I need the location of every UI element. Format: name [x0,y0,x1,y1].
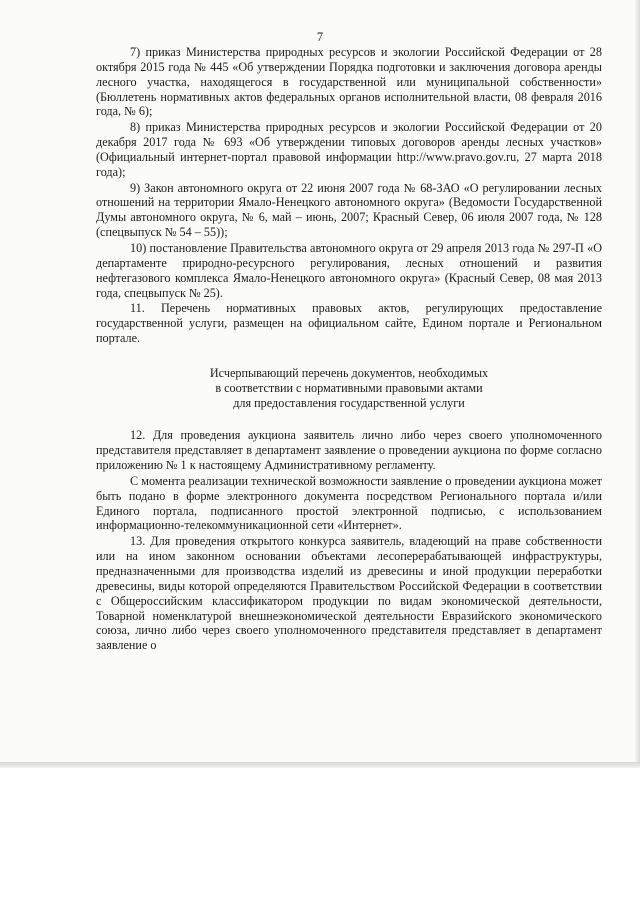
list-item-7: 7) приказ Министерства природных ресурсов и экологии Российской Федерации от 28 октября 2015 года № 445 «Об утверждении Порядка подготовки и заключения договора аренды лесного участка, находящегося в государственной или муниципальной собственности» (Бюллетень нормативных актов федеральных органов исполнительной власти, 08 февраля 2016 года, № 6); [96,45,602,119]
scan-right-edge [635,0,640,768]
list-item-8: 8) приказ Министерства природных ресурсов и экологии Российской Федерации от 20 декабря 2017 года № 693 «Об утверждении типовых договоров аренды лесных участков» (Официальный интернет-портал правовой информации http://www.pravo.gov.ru, 27 марта 2018 года); [96,120,602,179]
section-heading-line-3: для предоставления государственной услуги [233,395,465,410]
list-item-10: 10) постановление Правительства автономного округа от 29 апреля 2013 года № 297-П «О департаменте природно-ресурсного регулирования, лесных отношений и развития нефтегазового комплекса Ямало-Ненецкого автономного округа» (Красный Север, 08 мая 2013 года, спецвыпуск № 25). [96,240,602,300]
page-number: 7 [316,30,324,44]
section-heading-line-1: Исчерпывающий перечень документов, необходимых [209,365,489,380]
document-body [96,45,602,653]
section-heading [96,366,602,411]
scan-bottom-edge [0,762,640,768]
paragraph-11: 11. Перечень нормативных правовых актов, регулирующих предоставление государственной услуги, размещен на официальном сайте, Едином портале и Региональном портале. [96,301,602,346]
paragraph-12: 12. Для проведения аукциона заявитель лично либо через своего уполномоченного представителя представляет в департамент заявление о проведении аукциона по форме согласно приложению № 1 к настоящему Административному регламенту. [96,428,602,473]
list-item-9: 9) Закон автономного округа от 22 июня 2007 года № 68-ЗАО «О регулировании лесных отношений на территории Ямало-Ненецкого автономного округа» (Ведомости Государственной Думы автономного округа, № 6, май – июнь, 2007; Красный Север, 06 июля 2007 года, № 128 (спецвыпуск № 54 – 55)); [96,180,602,240]
paragraph-electronic-submission: С момента реализации технической возможности заявление о проведении аукциона может быть подано в форме электронного документа посредством Регионального портала и/или Единого портала, подписанного простой электронной подписью, с использованием информационно-телекоммуникационной сети «Интернет». [96,473,602,533]
paragraph-13: 13. Для проведения открытого конкурса заявитель, владеющий на праве собственности или на ином законном основании объектами лесоперерабатывающей инфраструктуры, предназначенными для производства изделий из древесины и иной продукции переработки древесины, виды которой определяются Правительством Российской Федерации в соответствии с Общероссийским классификатором продукции по видам экономической деятельности, Товарной номенклатурой внешнеэкономической деятельности Евразийского экономического союза, лично либо через своего уполномоченного представителя представляет в департамент заявление о [96,534,602,653]
section-heading-line-2: в соответствии с нормативными правовыми актами [215,380,483,395]
